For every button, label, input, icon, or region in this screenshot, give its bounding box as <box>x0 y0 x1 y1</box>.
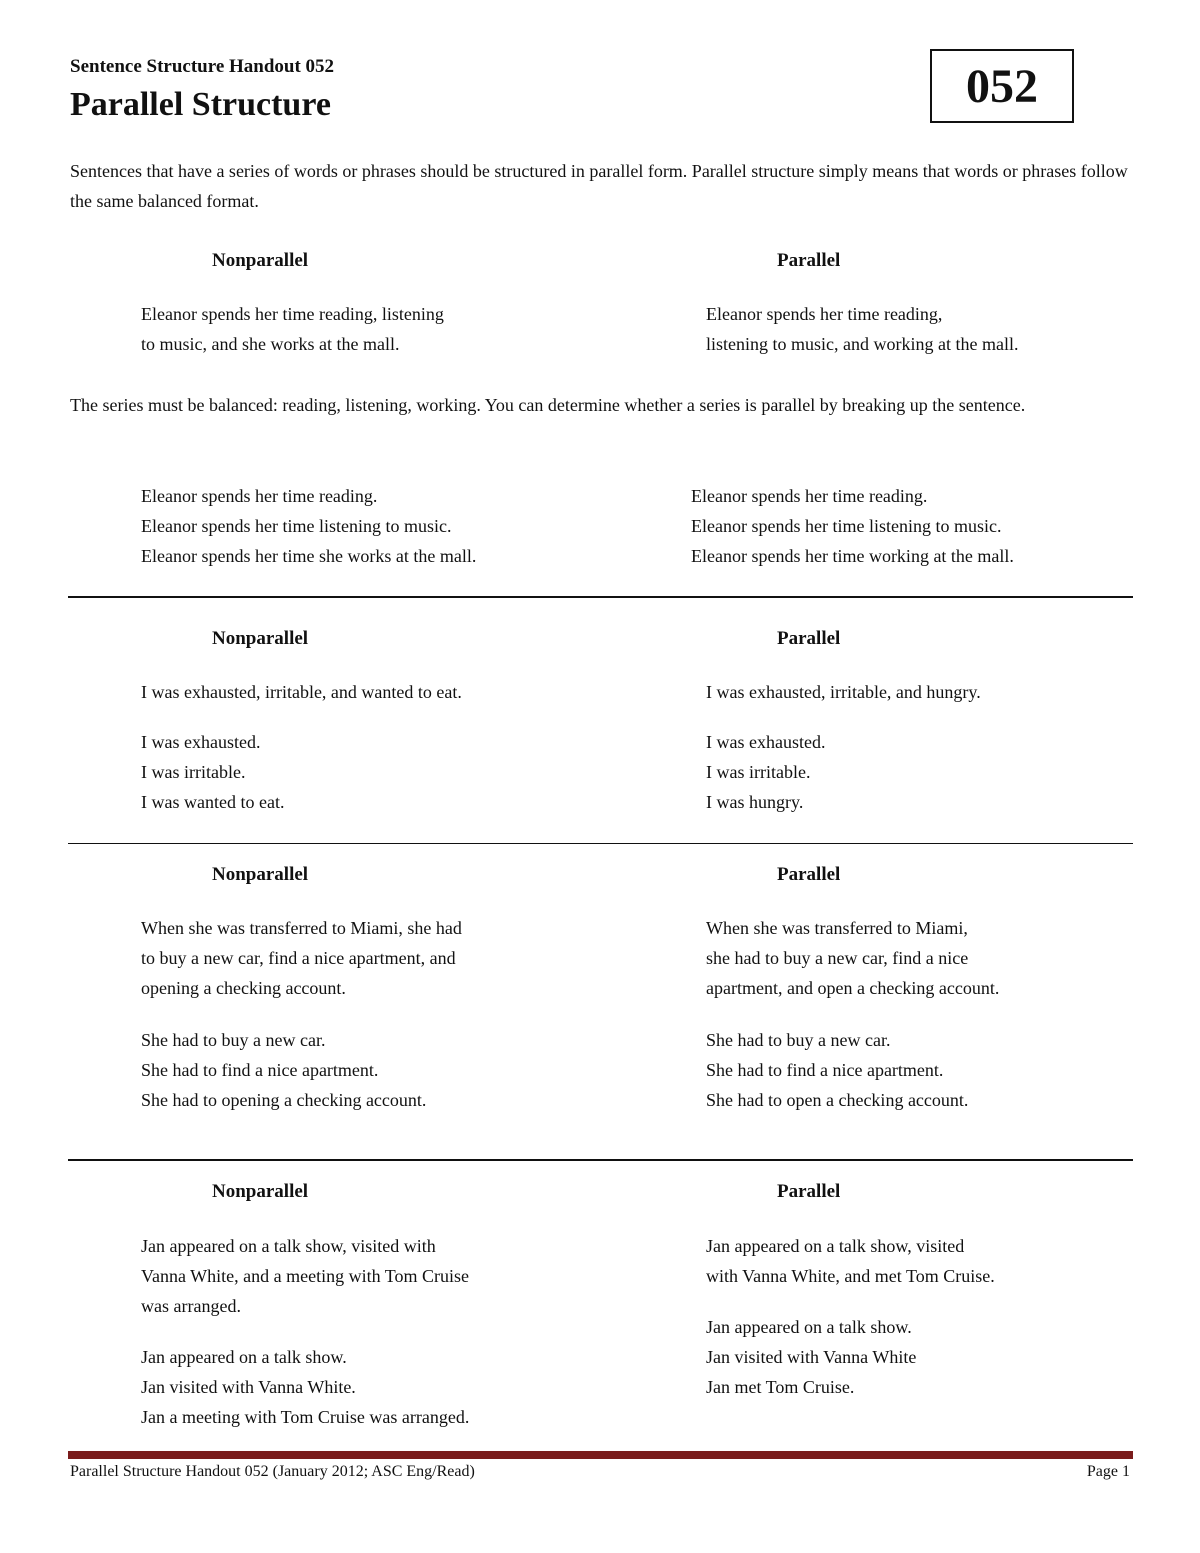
sentence-line: Eleanor spends her time reading, <box>706 304 943 324</box>
nonparallel-heading: Nonparallel <box>212 628 309 649</box>
sentence-line: Eleanor spends her time reading. <box>141 486 378 506</box>
breakdown1-parallel <box>691 481 1014 571</box>
sentence-line: When she was transferred to Miami, <box>706 918 968 938</box>
example4-parallel <box>706 1231 995 1291</box>
sentence-line: Eleanor spends her time she works at the mall. <box>141 546 477 566</box>
sentence-line: Jan appeared on a talk show. <box>141 1347 347 1367</box>
sentence-line: Jan met Tom Cruise. <box>706 1377 855 1397</box>
nonparallel-heading: Nonparallel <box>212 864 309 885</box>
sentence-line: I was exhausted. <box>706 732 826 752</box>
example2-nonparallel-breakdown <box>141 727 284 817</box>
sentence-line: She had to open a checking account. <box>706 1090 969 1110</box>
example3-nonparallel <box>141 913 462 1003</box>
sentence-line: She had to opening a checking account. <box>141 1090 427 1110</box>
sentence-line: Vanna White, and a meeting with Tom Cruise <box>141 1266 470 1286</box>
parallel-heading: Parallel <box>777 250 841 271</box>
page-title: Parallel Structure <box>70 86 331 123</box>
sentence-line: Jan visited with Vanna White <box>706 1347 917 1367</box>
sentence-line: was arranged. <box>141 1296 241 1316</box>
sentence-line: Eleanor spends her time working at the mall. <box>691 546 1014 566</box>
sentence-line: I was wanted to eat. <box>141 792 285 812</box>
sentence-line: I was hungry. <box>706 792 804 812</box>
sentence-line: Jan appeared on a talk show, visited <box>706 1236 965 1256</box>
sentence-line: she had to buy a new car, find a nice <box>706 948 969 968</box>
section-divider <box>68 843 1133 844</box>
parallel-heading: Parallel <box>777 864 841 885</box>
sentence-line: Eleanor spends her time listening to music. <box>691 516 1002 536</box>
sentence-line: Eleanor spends her time reading. <box>691 486 928 506</box>
nonparallel-heading: Nonparallel <box>212 1181 309 1202</box>
sentence-line: Eleanor spends her time listening to music. <box>141 516 452 536</box>
example3-parallel <box>706 913 999 1003</box>
sentence-line: She had to buy a new car. <box>706 1030 891 1050</box>
example4-parallel-breakdown <box>706 1312 916 1402</box>
sentence-line: to music, and she works at the mall. <box>141 334 400 354</box>
sentence-line: listening to music, and working at the mall. <box>706 334 1019 354</box>
intro-paragraph: Sentences that have a series of words or phrases should be structured in parallel form. Parallel structure simply means that words or phrases follow the same balanced format. <box>70 161 1128 211</box>
example2-nonparallel <box>141 677 462 707</box>
sentence-line: When she was transferred to Miami, she had <box>141 918 462 938</box>
example2-parallel-breakdown <box>706 727 825 817</box>
sentence-line: I was irritable. <box>706 762 811 782</box>
sentence-line: Eleanor spends her time reading, listening <box>141 304 444 324</box>
sentence-line: She had to buy a new car. <box>141 1030 326 1050</box>
sentence-line: I was exhausted, irritable, and wanted to eat. <box>141 682 462 702</box>
sentence-line: Jan appeared on a talk show, visited with <box>141 1236 436 1256</box>
example4-nonparallel-breakdown <box>141 1342 469 1432</box>
sentence-line: I was exhausted, irritable, and hungry. <box>706 682 981 702</box>
sentence-line: I was exhausted. <box>141 732 261 752</box>
sentence-line: She had to find a nice apartment. <box>141 1060 379 1080</box>
breakdown1-nonparallel <box>141 481 476 571</box>
example2-parallel <box>706 677 981 707</box>
footer-bar <box>68 1451 1133 1459</box>
parallel-heading: Parallel <box>777 1181 841 1202</box>
sentence-line: She had to find a nice apartment. <box>706 1060 944 1080</box>
sentence-line: Jan a meeting with Tom Cruise was arranged. <box>141 1407 470 1427</box>
parallel-heading: Parallel <box>777 628 841 649</box>
sentence-line: Jan visited with Vanna White. <box>141 1377 356 1397</box>
footer-citation: Parallel Structure Handout 052 (January 2012; ASC Eng/Read) <box>70 1463 475 1480</box>
sentence-line: opening a checking account. <box>141 978 346 998</box>
handout-number-box: 052 <box>930 49 1074 123</box>
sentence-line: apartment, and open a checking account. <box>706 978 1000 998</box>
example3-nonparallel-breakdown <box>141 1025 426 1115</box>
example1-parallel <box>706 299 1018 359</box>
sentence-line: I was irritable. <box>141 762 246 782</box>
section-divider <box>68 1159 1133 1161</box>
section-divider <box>68 596 1133 598</box>
sentence-line: with Vanna White, and met Tom Cruise. <box>706 1266 995 1286</box>
example3-parallel-breakdown <box>706 1025 968 1115</box>
handout-subtitle: Sentence Structure Handout 052 <box>70 56 335 77</box>
example4-nonparallel <box>141 1231 469 1321</box>
sentence-line: Jan appeared on a talk show. <box>706 1317 912 1337</box>
sentence-line: to buy a new car, find a nice apartment, and <box>141 948 456 968</box>
page-number: Page 1 <box>1086 1463 1130 1480</box>
nonparallel-heading: Nonparallel <box>212 250 309 271</box>
balance-note: The series must be balanced: reading, listening, working. You can determine whether a series is parallel by breaking up the sentence. <box>70 395 1026 415</box>
example1-nonparallel <box>141 299 444 359</box>
